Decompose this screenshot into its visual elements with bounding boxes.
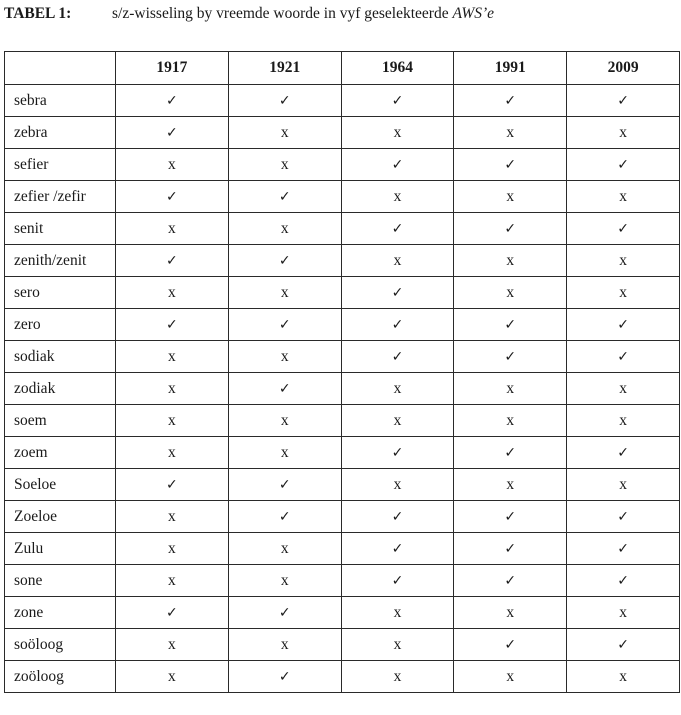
checkmark-cell: ✓ [341,341,454,373]
checkmark-cell: ✓ [567,629,680,661]
word-cell: sero [5,277,116,309]
checkmark-cell: ✓ [454,629,567,661]
checkmark-cell: ✓ [341,533,454,565]
cross-cell: x [341,629,454,661]
word-cell: sone [5,565,116,597]
checkmark-cell: ✓ [341,309,454,341]
word-cell: soem [5,405,116,437]
checkmark-cell: ✓ [228,597,341,629]
checkmark-cell: ✓ [116,597,229,629]
table-row [5,661,680,693]
checkmark-cell: ✓ [228,501,341,533]
word-cell: sefier [5,149,116,181]
checkmark-cell: ✓ [341,437,454,469]
cross-cell: x [454,661,567,693]
checkmark-cell: ✓ [567,565,680,597]
table-row [5,565,680,597]
table-row [5,181,680,213]
cross-cell: x [116,437,229,469]
table-row [5,245,680,277]
cross-cell: x [228,437,341,469]
checkmark-cell: ✓ [228,181,341,213]
word-cell: zenith/zenit [5,245,116,277]
cross-cell: x [341,117,454,149]
checkmark-cell: ✓ [454,149,567,181]
checkmark-cell: ✓ [567,309,680,341]
checkmark-cell: ✓ [567,341,680,373]
cross-cell: x [228,213,341,245]
cross-cell: x [341,469,454,501]
cross-cell: x [454,181,567,213]
header-corner-cell [5,52,116,85]
spelling-variants-table [4,51,680,693]
cross-cell: x [454,597,567,629]
table-row [5,309,680,341]
cross-cell: x [454,373,567,405]
cross-cell: x [116,629,229,661]
checkmark-cell: ✓ [567,501,680,533]
cross-cell: x [116,213,229,245]
cross-cell: x [567,181,680,213]
checkmark-cell: ✓ [116,469,229,501]
word-cell: senit [5,213,116,245]
table-row [5,85,680,117]
cross-cell: x [341,373,454,405]
word-cell: Zoeloe [5,501,116,533]
header-year-cell: 1917 [116,52,229,85]
checkmark-cell: ✓ [454,341,567,373]
word-cell: sebra [5,85,116,117]
word-cell: zebra [5,117,116,149]
cross-cell: x [228,117,341,149]
checkmark-cell: ✓ [228,309,341,341]
cross-cell: x [228,533,341,565]
cross-cell: x [116,149,229,181]
cross-cell: x [454,469,567,501]
header-year-cell: 2009 [567,52,680,85]
word-cell: Zulu [5,533,116,565]
word-cell: zone [5,597,116,629]
cross-cell: x [454,245,567,277]
cross-cell: x [116,373,229,405]
word-cell: soöloog [5,629,116,661]
cross-cell: x [116,501,229,533]
cross-cell: x [228,277,341,309]
cross-cell: x [116,565,229,597]
table-title-text: s/z-wisseling by vreemde woorde in vyf geselekteerde [112,5,453,22]
checkmark-cell: ✓ [454,213,567,245]
checkmark-cell: ✓ [116,85,229,117]
table-row [5,437,680,469]
table-row [5,373,680,405]
cross-cell: x [228,565,341,597]
checkmark-cell: ✓ [341,85,454,117]
table-body [5,85,680,693]
checkmark-cell: ✓ [567,533,680,565]
word-cell: Soeloe [5,469,116,501]
checkmark-cell: ✓ [454,501,567,533]
cross-cell: x [454,277,567,309]
cross-cell: x [567,597,680,629]
table-label: TABEL 1: [4,5,72,22]
table-row [5,629,680,661]
cross-cell: x [341,661,454,693]
checkmark-cell: ✓ [454,437,567,469]
cross-cell: x [116,405,229,437]
checkmark-cell: ✓ [341,213,454,245]
table-caption [4,3,494,25]
cross-cell: x [116,341,229,373]
checkmark-cell: ✓ [567,149,680,181]
cross-cell: x [341,245,454,277]
cross-cell: x [228,629,341,661]
checkmark-cell: ✓ [228,661,341,693]
table-row [5,277,680,309]
checkmark-cell: ✓ [228,245,341,277]
checkmark-cell: ✓ [228,85,341,117]
table-title-italic: AWS’e [452,5,495,22]
header-year-cell: 1921 [228,52,341,85]
cross-cell: x [116,533,229,565]
cross-cell: x [454,117,567,149]
checkmark-cell: ✓ [454,533,567,565]
table-row [5,469,680,501]
checkmark-cell: ✓ [341,149,454,181]
checkmark-cell: ✓ [341,501,454,533]
checkmark-cell: ✓ [567,85,680,117]
cross-cell: x [567,117,680,149]
header-year-cell: 1964 [341,52,454,85]
checkmark-cell: ✓ [116,117,229,149]
cross-cell: x [341,181,454,213]
cross-cell: x [567,373,680,405]
table-row [5,341,680,373]
table-row [5,117,680,149]
cross-cell: x [567,245,680,277]
cross-cell: x [228,341,341,373]
cross-cell: x [341,597,454,629]
cross-cell: x [454,405,567,437]
cross-cell: x [567,661,680,693]
checkmark-cell: ✓ [116,309,229,341]
table-row [5,149,680,181]
word-cell: zero [5,309,116,341]
checkmark-cell: ✓ [454,565,567,597]
checkmark-cell: ✓ [454,85,567,117]
table-row [5,213,680,245]
table-title [112,5,494,22]
word-cell: zodiak [5,373,116,405]
header-row [5,52,680,85]
table-row [5,597,680,629]
cross-cell: x [116,661,229,693]
checkmark-cell: ✓ [228,373,341,405]
checkmark-cell: ✓ [228,469,341,501]
word-cell: zoöloog [5,661,116,693]
checkmark-cell: ✓ [567,213,680,245]
header-year-cell: 1991 [454,52,567,85]
word-cell: sodiak [5,341,116,373]
checkmark-cell: ✓ [341,277,454,309]
cross-cell: x [567,469,680,501]
checkmark-cell: ✓ [116,245,229,277]
checkmark-cell: ✓ [116,181,229,213]
checkmark-cell: ✓ [567,437,680,469]
word-cell: zoem [5,437,116,469]
checkmark-cell: ✓ [454,309,567,341]
checkmark-cell: ✓ [341,565,454,597]
word-cell: zefier /zefir [5,181,116,213]
cross-cell: x [228,405,341,437]
cross-cell: x [567,405,680,437]
table-row [5,533,680,565]
cross-cell: x [228,149,341,181]
cross-cell: x [116,277,229,309]
table-row [5,501,680,533]
cross-cell: x [567,277,680,309]
table-row [5,405,680,437]
cross-cell: x [341,405,454,437]
